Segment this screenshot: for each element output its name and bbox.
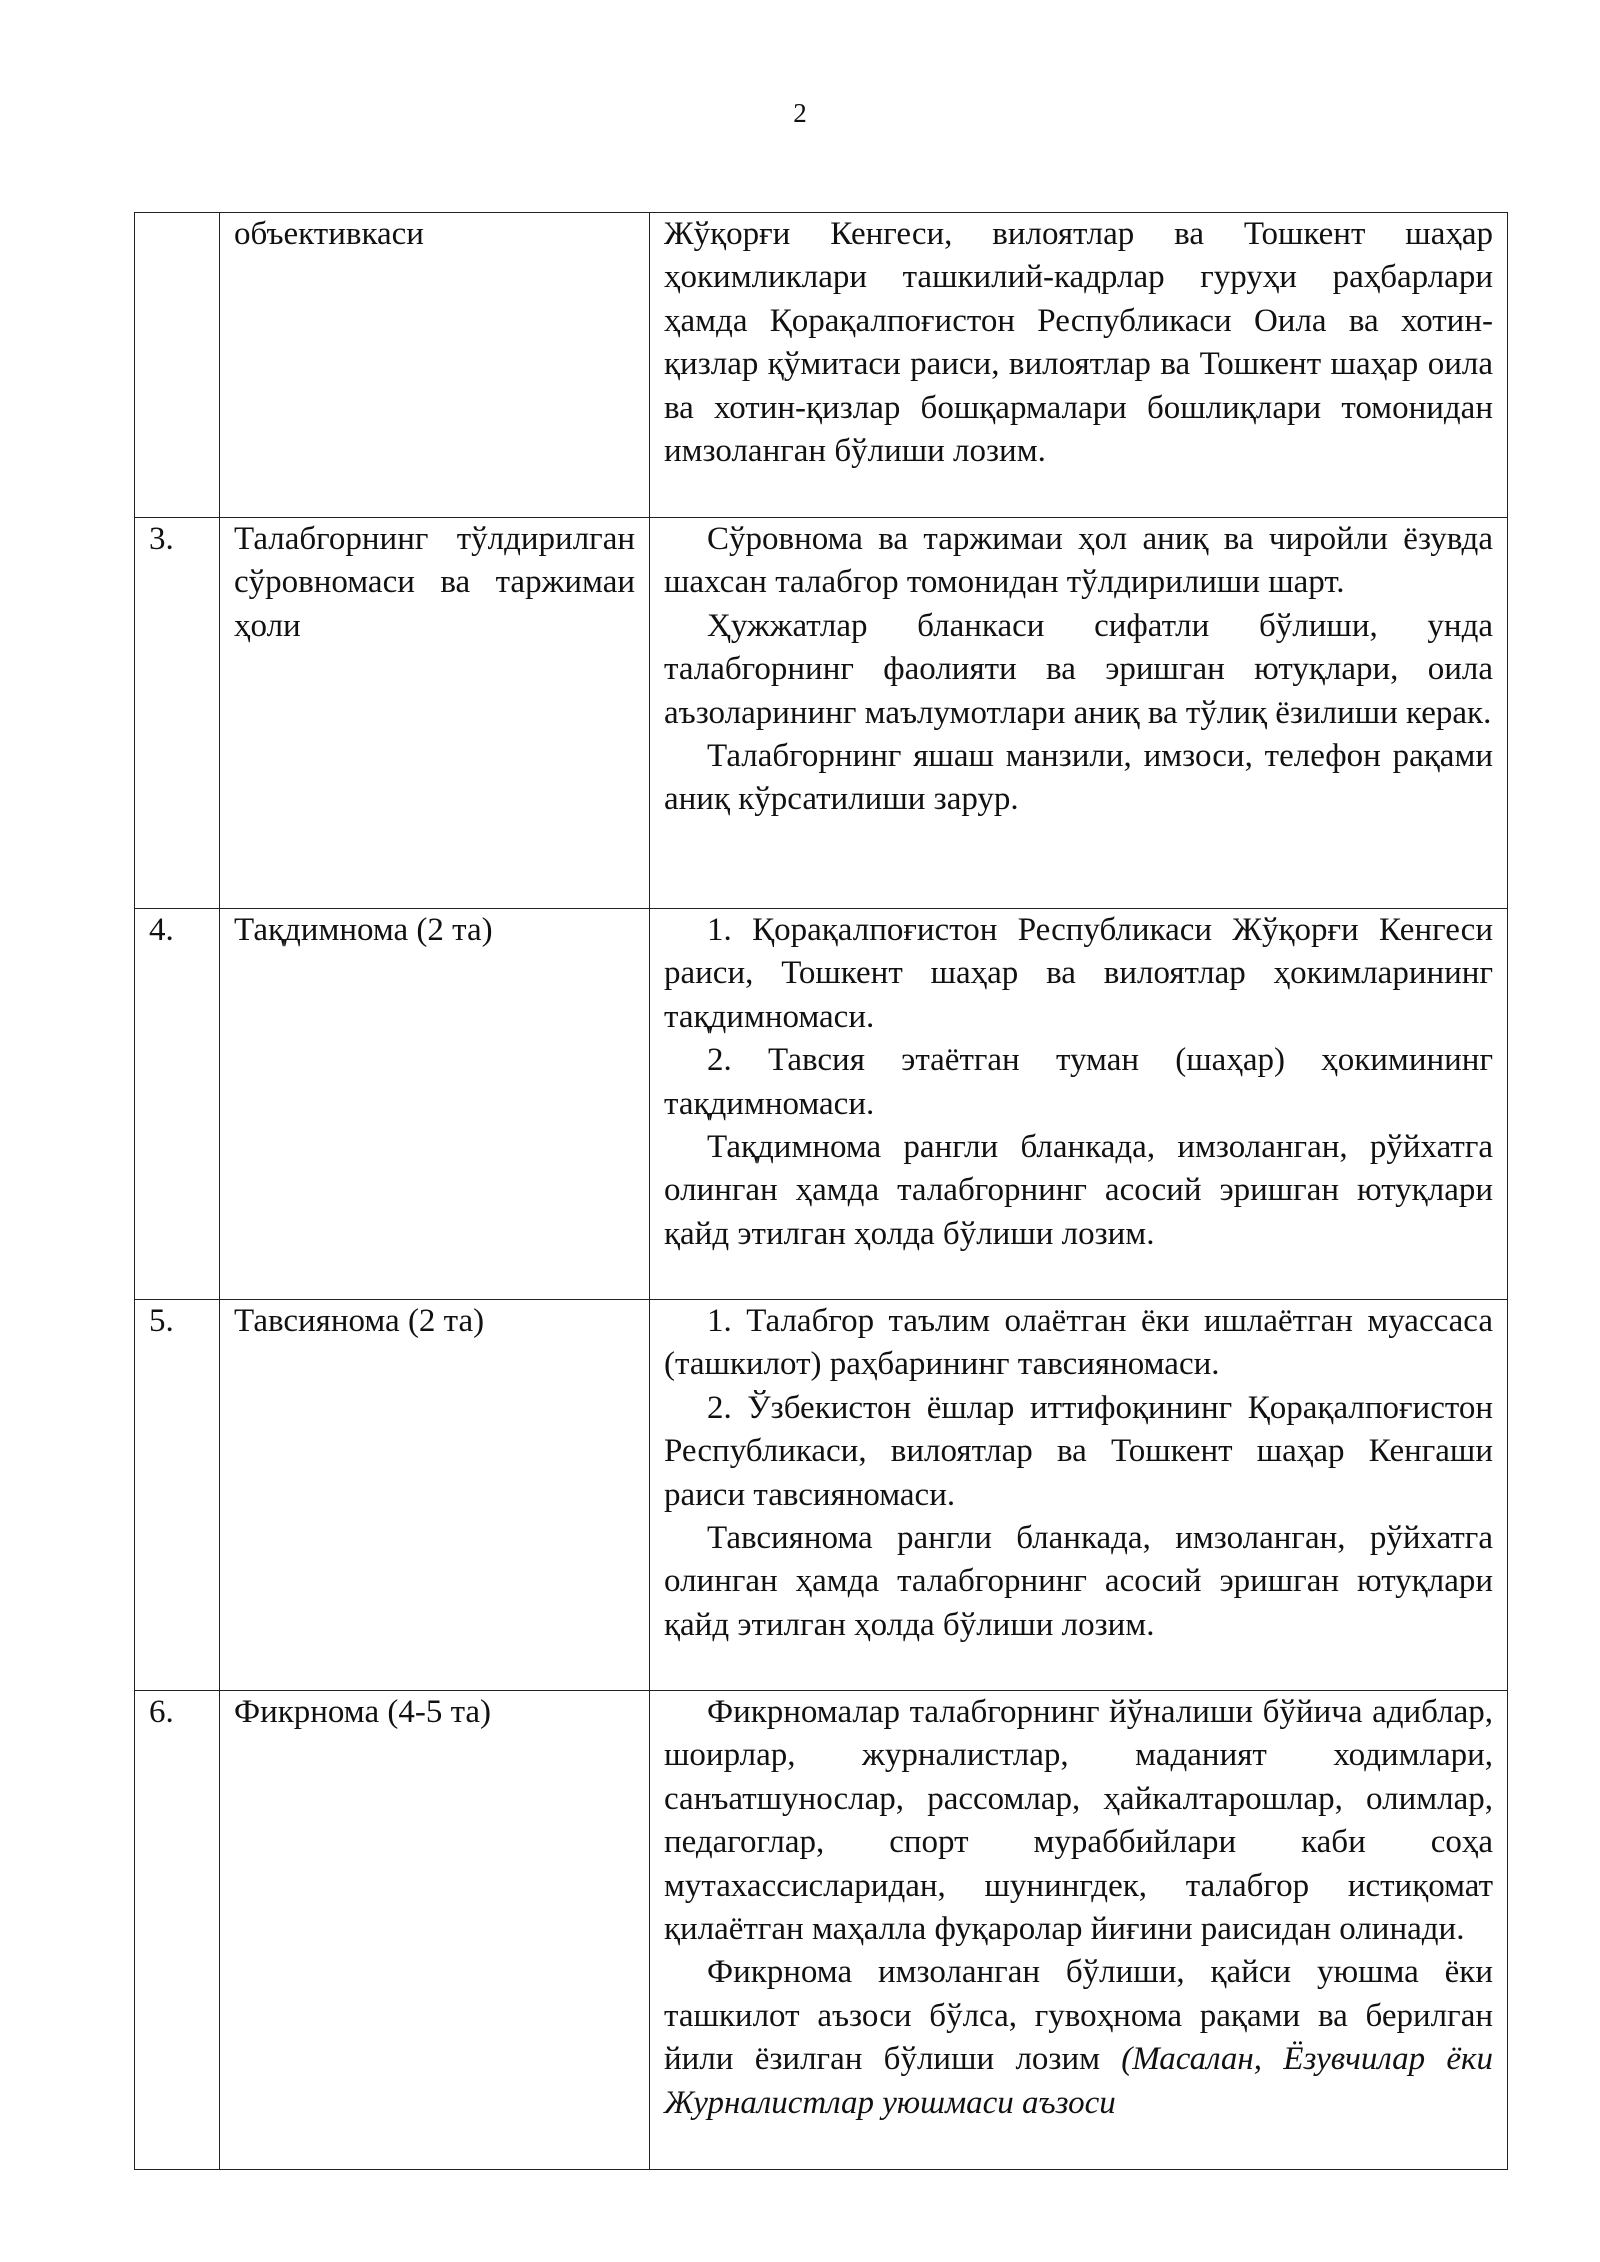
row-number: 3. [135,518,220,909]
description-paragraph: Талабгорнинг яшаш манзили, имзоси, телефон рақами аниқ кўрсатилиши зарур. [664,738,1493,818]
description-paragraph: Жўқорғи Кенгеси, вилоятлар ва Тошкент шаҳар ҳокимликлари ташкилий-кадрлар гуруҳи раҳбарлари ҳамда Қорақалпоғистон Республикаси Оила ва хотин-қизлар қўмитаси раиси, вилоятлар ва Тошкент шаҳар оила ва хотин-қизлар бошқармалари бошлиқлари томонидан имзоланган бўлиши лозим. [664,216,1493,470]
document-description [650,1691,1508,2170]
document-name: Фикрнома (4-5 та) [220,1691,650,2170]
description-paragraph: Фикрномалар талабгорнинг йўналиши бўйича адиблар, шоирлар, журналистлар, маданият ходимлари, санъатшунослар, рассомлар, ҳайкалтарошлар, олимлар, педагоглар, спорт мураббийлари каби соҳа мутахассисларидан, шунингдек, талабгор истиқомат қилаётган маҳалла фуқаролар йиғини раисидан олинади. [664,1694,1493,1948]
document-name: Тақдимнома (2 та) [220,909,650,1300]
table-row [135,909,1508,1300]
signature-note-example: (Масалан, Ёзувчилар ёки Журналистлар уюшмаси аъзоси [664,2041,1493,2121]
requirements-table [134,212,1508,2170]
description-paragraph: 1. Талабгор таълим олаётган ёки ишлаётган муассаса (ташкилот) раҳбарининг тавсияномаси. [664,1303,1493,1383]
description-paragraph: Ҳужжатлар бланкаси сифатли бўлиши, унда талабгорнинг фаолияти ва эришган ютуқлари, оила аъзоларининг маълумотлари аниқ ва тўлиқ ёзилиши керак. [664,607,1493,731]
description-paragraph-signature-note [664,1951,1493,2125]
description-paragraph: Тақдимнома рангли бланкада, имзоланган, рўйхатга олинган ҳамда талабгорнинг асосий эришган ютуқлари қайд этилган ҳолда бўлиши лозим. [664,1129,1493,1252]
description-paragraph: 1. Қорақалпоғистон Республикаси Жўқорғи Кенгеси раиси, Тошкент шаҳар ва вилоятлар ҳокимларининг тақдимномаси. [664,912,1493,1035]
page-number: 2 [793,98,807,128]
row-number: 6. [135,1691,220,2170]
table-row [135,213,1508,518]
description-paragraph: 2. Ўзбекистон ёшлар иттифоқининг Қорақалпоғистон Республикаси, вилоятлар ва Тошкент шаҳар Кенгаши раиси тавсияномаси. [664,1389,1493,1513]
document-name: Талабгорнинг тўлдирилган сўровномаси ва таржимаи ҳоли [220,518,650,909]
table-row [135,518,1508,909]
table-row [135,1300,1508,1691]
document-description [650,213,1508,518]
description-paragraph: 2. Тавсия этаётган туман (шаҳар) ҳокимининг тақдимномаси. [664,1042,1493,1122]
table-row [135,1691,1508,2170]
description-paragraph: Сўровнома ва таржимаи ҳол аниқ ва чиройли ёзувда шахсан талабгор томонидан тўлдирилиши шарт. [664,521,1493,601]
signature-note-text: Фикрнома имзоланган бўлиши, қайси уюшма ёки ташкилот аъзоси бўлса, гувоҳнома рақами ва берилган йили ёзилган бўлиши лозим [664,1954,1493,2078]
document-name: объективкаси [220,213,650,518]
row-number: 4. [135,909,220,1300]
description-paragraph: Тавсиянома рангли бланкада, имзоланган, рўйхатга олинган ҳамда талабгорнинг асосий эришган ютуқлари қайд этилган ҳолда бўлиши лозим. [664,1520,1493,1643]
row-number: 5. [135,1300,220,1691]
document-description [650,909,1508,1300]
document-description [650,518,1508,909]
row-number [135,213,220,518]
document-name: Тавсиянома (2 та) [220,1300,650,1691]
document-description [650,1300,1508,1691]
